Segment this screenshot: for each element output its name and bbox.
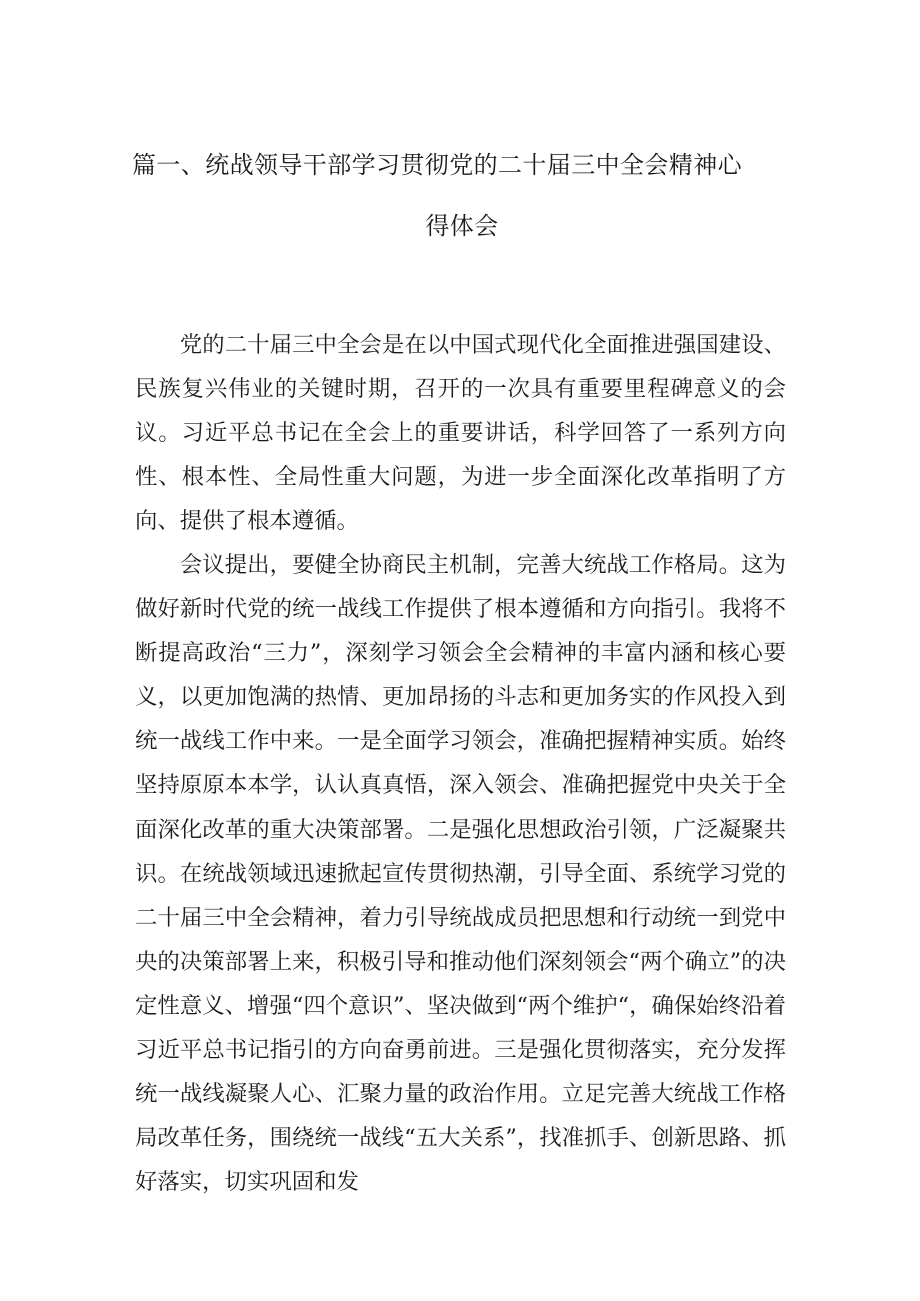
- document-title-line-2: 得体会: [425, 212, 499, 240]
- paragraph-2: 会议提出，要健全协商民主机制，完善大统战工作格局。这为做好新时代党的统一战线工作提供了根本遵循和方向指引。我将不断提高政治“三力”，深刻学习领会全会精神的丰富内涵和核心要义，以更加饱满的热情、更加昂扬的斗志和更加务实的作风投入到统一战线工作中来。一是全面学习领会，准确把握精神实质。始终坚持原原本本学，认认真真悟，深入领会、准确把握党中央关于全面深化改革的重大决策部署。二是强化思想政治引领，广泛凝聚共识。在统战领域迅速掀起宣传贯彻热潮，引导全面、系统学习党的二十届三中全会精神，着力引导统战成员把思想和行动统一到党中央的决策部署上来，积极引导和推动他们深刻领会“两个确立”的决定性意义、增强“四个意识”、坚决做到“两个维护“，确保始终沿着习近平总书记指引的方向奋勇前进。三是强化贯彻落实，充分发挥统一战线凝聚人心、汇聚力量的政治作用。立足完善大统战工作格局改革任务，围绕统一战线“五大关系”，找准抓手、创新思路、抓好落实，切实巩固和发: [135, 552, 786, 1195]
- paragraph-1: 党的二十届三中全会是在以中国式现代化全面推进强国建设、民族复兴伟业的关键时期，召开的一次具有重要里程碑意义的会议。习近平总书记在全会上的重要讲话，科学回答了一系列方向性、根本性、全局性重大问题，为进一步全面深化改革指明了方向、提供了根本遵循。: [135, 332, 786, 535]
- document-body: [135, 323, 786, 1204]
- document-title-line-1: 篇一、统战领导干部学习贯彻党的二十届三中全会精神心: [132, 151, 742, 179]
